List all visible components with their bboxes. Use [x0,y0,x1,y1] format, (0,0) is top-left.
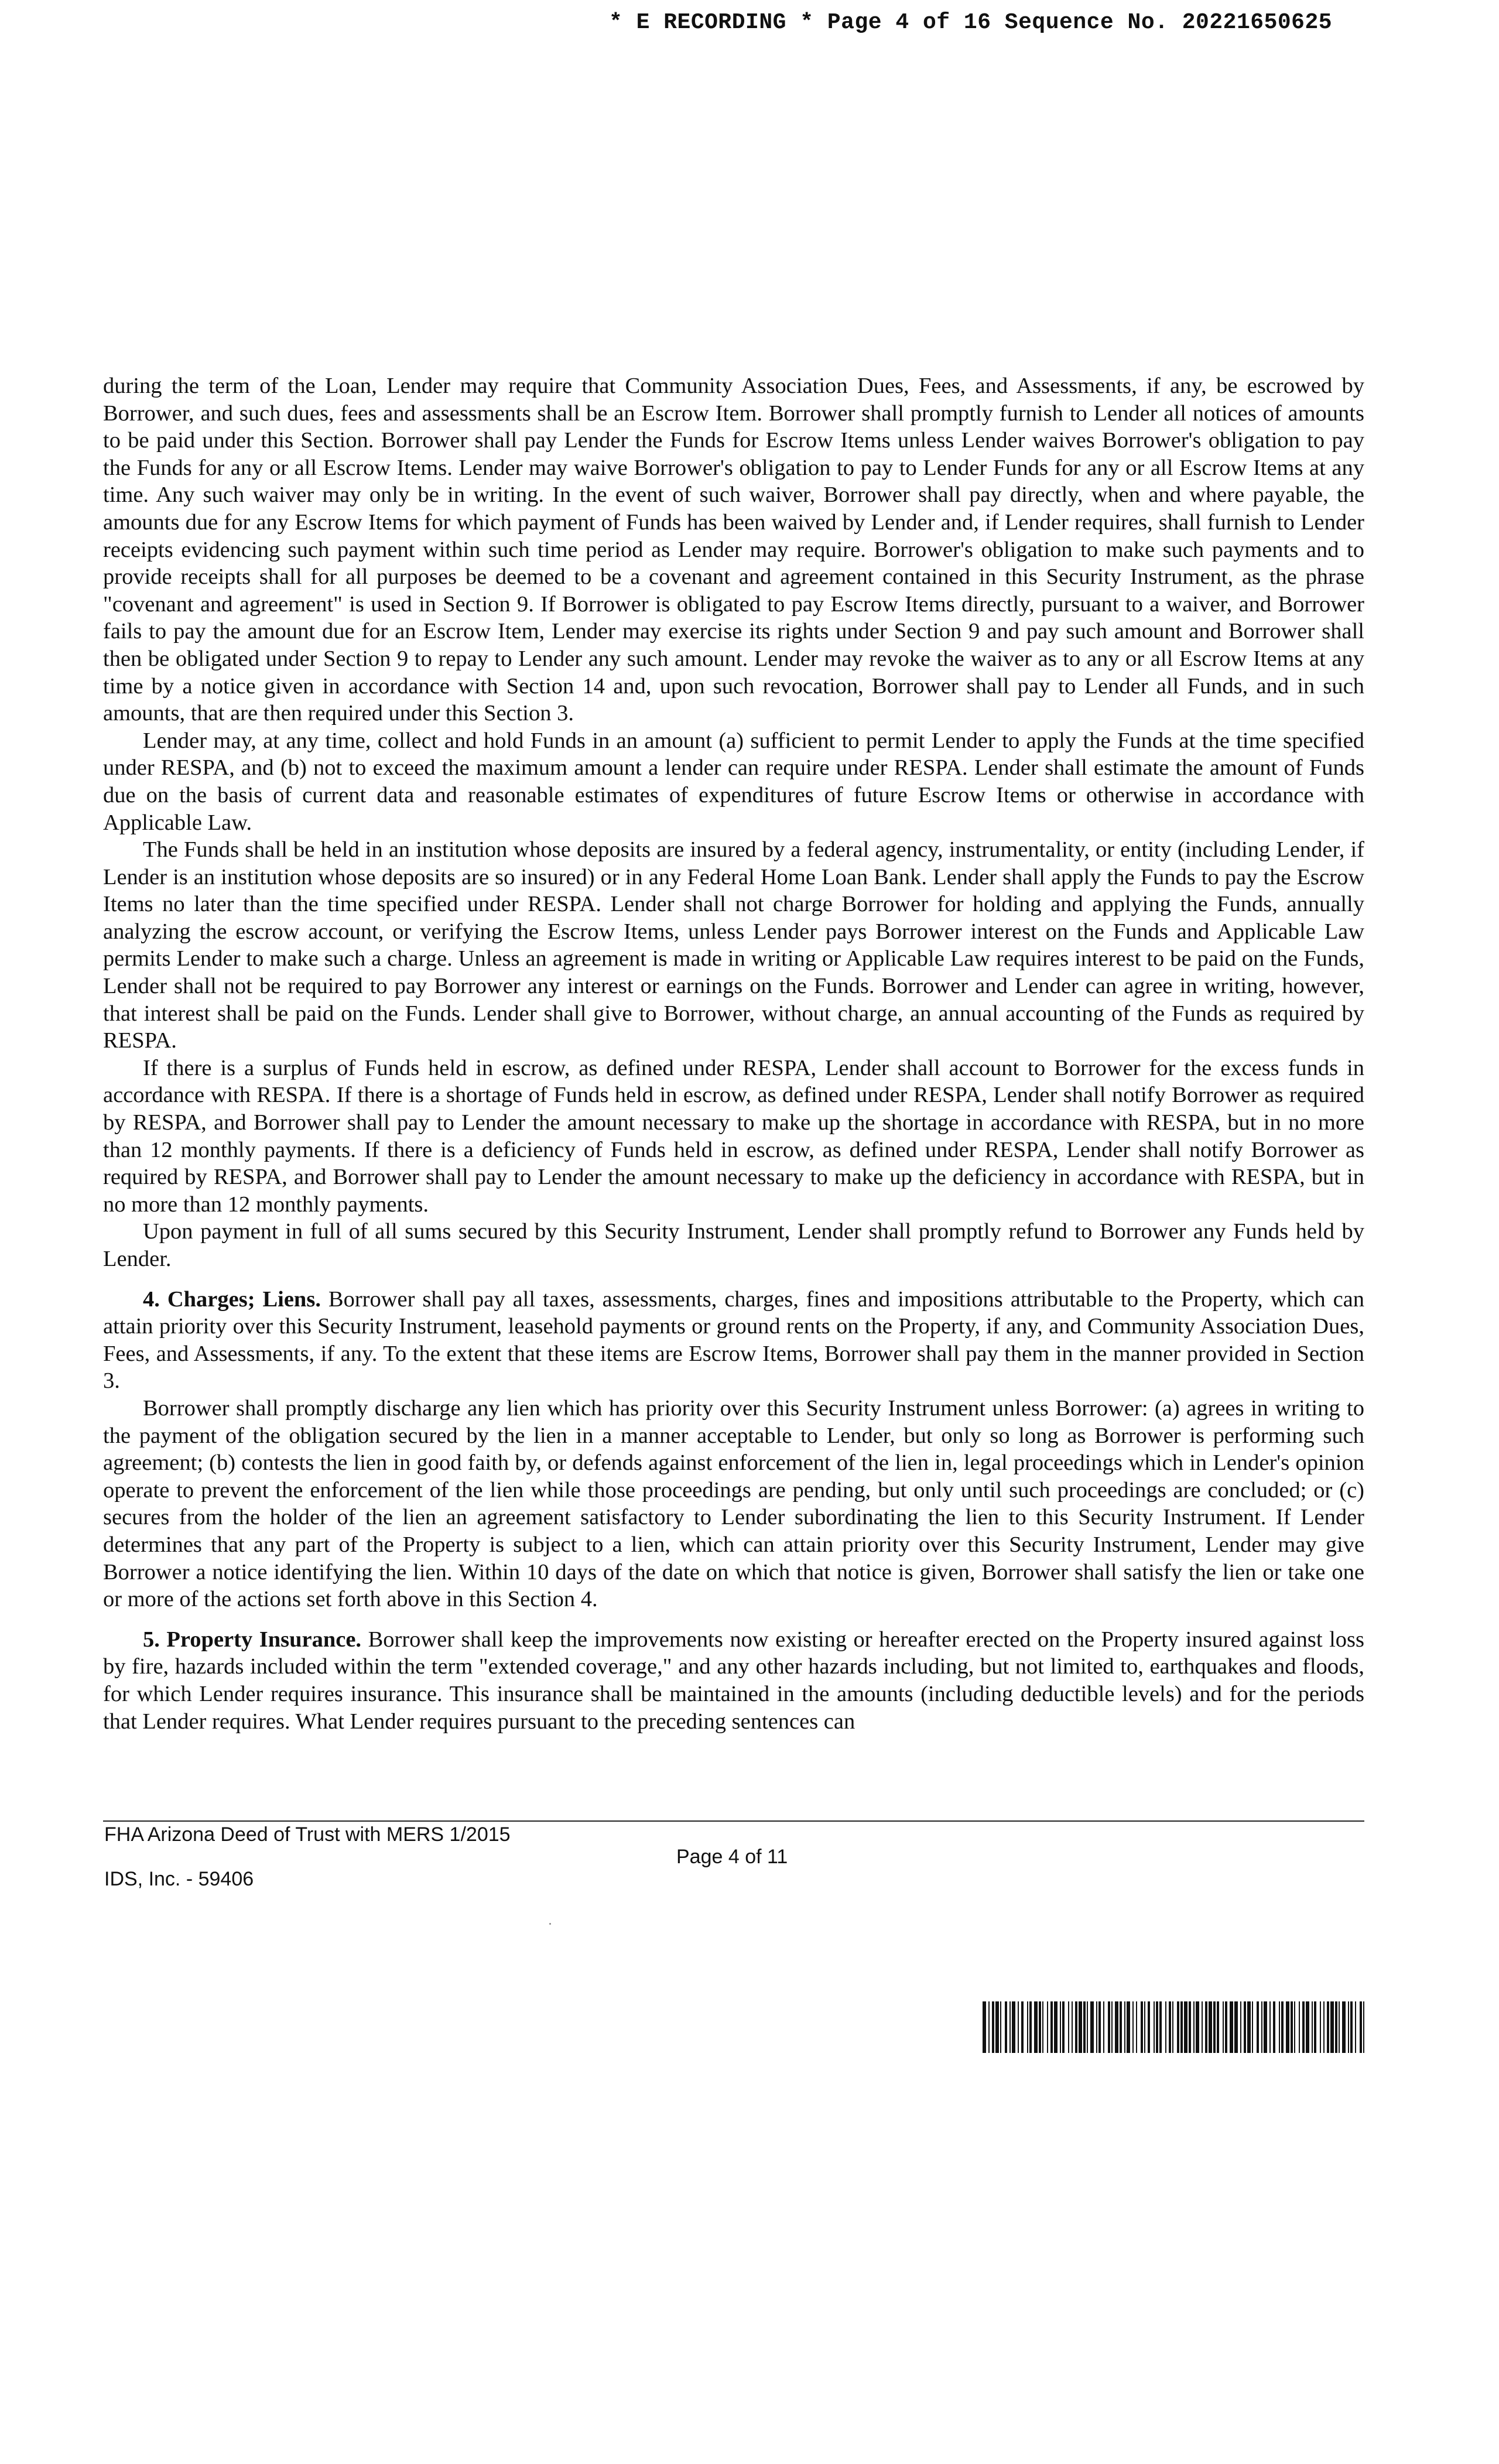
barcode-bar [1193,2001,1195,2053]
barcode-bar [1009,2001,1011,2053]
section-text-property-insurance: Borrower shall keep the improvements now existing or hereafter erected on the Property insured against loss by fire, hazards included within the term "extended coverage," and any other hazards including, but not limited to, earthquakes and floods, for which Lender requires insurance. This insurance shall be maintained in the amounts (including deductible levels) and for the periods that Lender requires. What Lender requires pursuant to the preceding sentences can [103,1627,1364,1734]
barcode-bar [1363,2001,1364,2053]
barcode-bar [1323,2001,1325,2053]
paragraph-escrow-collection: Lender may, at any time, collect and hold Funds in an amount (a) sufficient to permit Lender to apply the Funds at the time specified under RESPA, and (b) not to exceed the maximum amount a lender can require under RESPA. Lender shall estimate the amount of Funds due on the basis of current data and reasonable estimates of expenditures of future Escrow Items or otherwise in accordance with Applicable Law. [103,728,1364,835]
barcode-bar [1225,2001,1227,2053]
document-body [103,372,1364,1735]
barcode-bar [1098,2001,1101,2053]
footer-divider [103,1820,1364,1822]
barcode-bar [1327,2001,1329,2053]
barcode-bar [1189,2001,1191,2053]
barcode-bar [1060,2001,1061,2053]
barcode-bar [1184,2001,1187,2053]
barcode-bar [1339,2001,1340,2053]
barcode-bar [1079,2001,1082,2053]
barcode-bar [995,2001,999,2053]
barcode-bar [1299,2001,1300,2053]
barcode-bar [1205,2001,1207,2053]
barcode-bar [1068,2001,1069,2053]
paragraph-surplus-shortage: If there is a surplus of Funds held in escrow, as defined under RESPA, Lender shall account to Borrower for the excess funds in accordance with RESPA. If there is a shortage of Funds held in escrow, as defined under RESPA, Lender shall notify Borrower as required by RESPA, and Borrower shall pay to Lender the amount necessary to make up the shortage in accordance with RESPA, but in no more than 12 monthly payments. If there is a deficiency of Funds held in escrow, as defined under RESPA, Lender shall notify Borrower as required by RESPA, and Borrower shall pay to Lender the amount necessary to make up the deficiency in accordance with RESPA, but in no more than 12 monthly payments. [103,1055,1364,1217]
barcode-bar [1154,2001,1155,2053]
barcode-bar [1350,2001,1353,2053]
footer-page-number: Page 4 of 11 [676,1846,788,1868]
barcode-bar [1342,2001,1346,2053]
barcode-bar [1000,2001,1001,2053]
barcode-bar [1027,2001,1028,2053]
barcode-bar [1223,2001,1224,2053]
barcode-bar [1330,2001,1334,2053]
barcode-icon [981,2001,1368,2053]
paragraph-funds-held: The Funds shall be held in an institution whose deposits are insured by a federal agency, instrumentality, or entity (including Lender, if Lender is an institution whose deposits are so insured) or in any Federal Home Loan Bank. Lender shall apply the Funds to pay the Escrow Items no later than the time specified under RESPA. Lender shall not charge Borrower for holding and applying the Funds, annually analyzing the escrow account, or verifying the Escrow Items, unless Lender pays Borrower interest on the Funds and Applicable Law permits Lender to make such a charge. Unless an agreement is made in writing or Applicable Law requires interest to be paid on the Funds, Lender shall not be required to pay Borrower any interest or earnings on the Funds. Borrower and Lender can agree in writing, however, that interest shall be paid on the Funds. Lender shall give to Borrower, without charge, an annual accounting of the Funds as required by RESPA. [103,837,1364,1053]
barcode-bar [1172,2001,1173,2053]
barcode-bar [1252,2001,1253,2053]
barcode-bar [1156,2001,1158,2053]
barcode-bar [1120,2001,1122,2053]
section-charges-liens [103,1286,1364,1395]
barcode-bar [1115,2001,1118,2053]
section-text-charges-liens: Borrower shall pay all taxes, assessments, charges, fines and impositions attributable to the Property, which can attain priority over this Security Instrument, leasehold payments or ground rents on the Property, if any, and Community Association Dues, Fees, and Assessments, if any. To the extent that these items are Escrow Items, Borrower shall pay them in the manner provided in Section 3. [103,1286,1364,1394]
barcode-bar [1034,2001,1038,2053]
barcode-bar [1141,2001,1143,2053]
barcode-bar [1240,2001,1241,2053]
barcode-bar [1096,2001,1097,2053]
paragraph-escrow-waiver: during the term of the Loan, Lender may require that Community Association Dues, Fees, and Assessments, if any, be escrowed by Borrower, and such dues, fees and assessments shall be an Escrow Item. Borrower shall promptly furnish to Lender all notices of amounts to be paid under this Section. Borrower shall pay Lender the Funds for Escrow Items unless Lender waives Borrower's obligation to pay the Funds for any or all Escrow Items. Lender may waive Borrower's obligation to pay to Lender Funds for any or all Escrow Items at any time. Any such waiver may only be in writing. In the event of such waiver, Borrower shall pay directly, when and where payable, the amounts due for any Escrow Items for which payment of Funds has been waived by Lender and, if Lender requires, shall furnish to Lender receipts evidencing such payment within such time period as Lender may require. Borrower's obligation to make such payments and to provide receipts shall for all purposes be deemed to be a covenant and agreement contained in this Security Instrument, as the phrase "covenant and agreement" is used in Section 9. If Borrower is obligated to pay Escrow Items directly, pursuant to a waiver, and Borrower fails to pay the amount due for an Escrow Item, Lender may exercise its rights under Section 9 and pay such amount and Borrower shall then be obligated under Section 9 to repay to Lender any such amount. Lender may revoke the waiver as to any or all Escrow Items at any time by a notice given in accordance with Section 14 and, upon such revocation, Borrower shall pay to Lender all Funds, and in such amounts, that are then required under this Section 3. [103,374,1364,726]
barcode-bar [1075,2001,1077,2053]
barcode-bar [1159,2001,1162,2053]
barcode-bar [1177,2001,1179,2053]
barcode-bar [1348,2001,1349,2053]
barcode-bar [1124,2001,1125,2053]
barcode-bar [1072,2001,1073,2053]
barcode-bar [1360,2001,1362,2053]
barcode-bar [1302,2001,1305,2053]
barcode-bar [1306,2001,1309,2053]
barcode-bar [1320,2001,1321,2053]
barcode-bar [1217,2001,1219,2053]
barcode-bar [1279,2001,1280,2053]
barcode-bar [1132,2001,1134,2053]
barcode-bar [1018,2001,1019,2053]
barcode-bar [1103,2001,1104,2053]
barcode-bar [1087,2001,1088,2053]
barcode-bar [1312,2001,1313,2053]
barcode-bar [1213,2001,1216,2053]
barcode-bar [1144,2001,1145,2053]
barcode-bar [1169,2001,1171,2053]
barcode-bar [1039,2001,1041,2053]
barcode-bar [1180,2001,1183,2053]
barcode-bar [1148,2001,1150,2053]
barcode-bar [1291,2001,1293,2053]
section-heading-charges-liens: 4. Charges; Liens. [143,1286,321,1312]
barcode-bar [1054,2001,1057,2053]
barcode-bar [1047,2001,1048,2053]
barcode-bar [1269,2001,1271,2053]
barcode-bar [1314,2001,1316,2053]
barcode-bar [1021,2001,1024,2053]
barcode-bar [1090,2001,1094,2053]
barcode-bar [1127,2001,1130,2053]
barcode-bar [1281,2001,1284,2053]
barcode-bar [1042,2001,1043,2053]
scan-speck [549,1923,551,1925]
barcode-bar [1244,2001,1246,2053]
barcode-bar [988,2001,990,2053]
barcode-bar [1111,2001,1113,2053]
footer-form-name: FHA Arizona Deed of Trust with MERS 1/2015 [104,1823,511,1846]
barcode-bar [1209,2001,1212,2053]
barcode-bar [1335,2001,1337,2053]
barcode-bar [1012,2001,1015,2053]
barcode-bar [1165,2001,1166,2053]
barcode-bar [1202,2001,1203,2053]
paragraph-discharge-lien: Borrower shall promptly discharge any lien which has priority over this Security Instrument unless Borrower: (a) agrees in writing to the payment of the obligation secured by the lien in a manner acceptable to Lender, but only so long as Borrower is performing such agreement; (b) contests the lien in good faith by, or defends against enforcement of the lien in, legal proceedings which in Lender's opinion operate to prevent the enforcement of the lien while those proceedings are pending, but only until such proceedings are concluded; or (c) secures from the holder of the lien an agreement satisfactory to Lender subordinating the lien to this Security Instrument. If Lender determines that any part of the Property is subject to a lien, which can attain priority over this Security Instrument, Lender may give Borrower a notice identifying the lien. Within 10 days of the date on which that notice is given, Borrower shall satisfy the lien or take one or more of the actions set forth above in this Section 4. [103,1395,1364,1612]
barcode-bar [1355,2001,1356,2053]
barcode-bar [1108,2001,1110,2053]
barcode-bar [1286,2001,1289,2053]
barcode-bar [1234,2001,1238,2053]
paragraph-refund: Upon payment in full of all sums secured by this Security Instrument, Lender shall promptly refund to Borrower any Funds held by Lender. [103,1219,1364,1271]
recording-stamp: * E RECORDING * Page 4 of 16 Sequence No. 20221650625 [609,10,1333,35]
barcode-bar [1083,2001,1086,2053]
barcode-bar [1257,2001,1259,2053]
barcode-bar [1247,2001,1251,2053]
barcode-bar [1264,2001,1267,2053]
barcode-bar [1005,2001,1007,2053]
section-heading-property-insurance: 5. Property Insurance. [143,1627,362,1652]
footer-vendor: IDS, Inc. - 59406 [104,1868,254,1890]
barcode-bar [1136,2001,1137,2053]
barcode-bar [1273,2001,1275,2053]
barcode-bar [992,2001,994,2053]
barcode-bar [1261,2001,1262,2053]
barcode-bar [983,2001,986,2053]
section-property-insurance [103,1626,1364,1735]
barcode-bar [1294,2001,1295,2053]
barcode-bar [1062,2001,1065,2053]
barcode-bar [1050,2001,1053,2053]
barcode-bar [1230,2001,1233,2053]
barcode-bar [1196,2001,1199,2053]
barcode-bar [1029,2001,1032,2053]
